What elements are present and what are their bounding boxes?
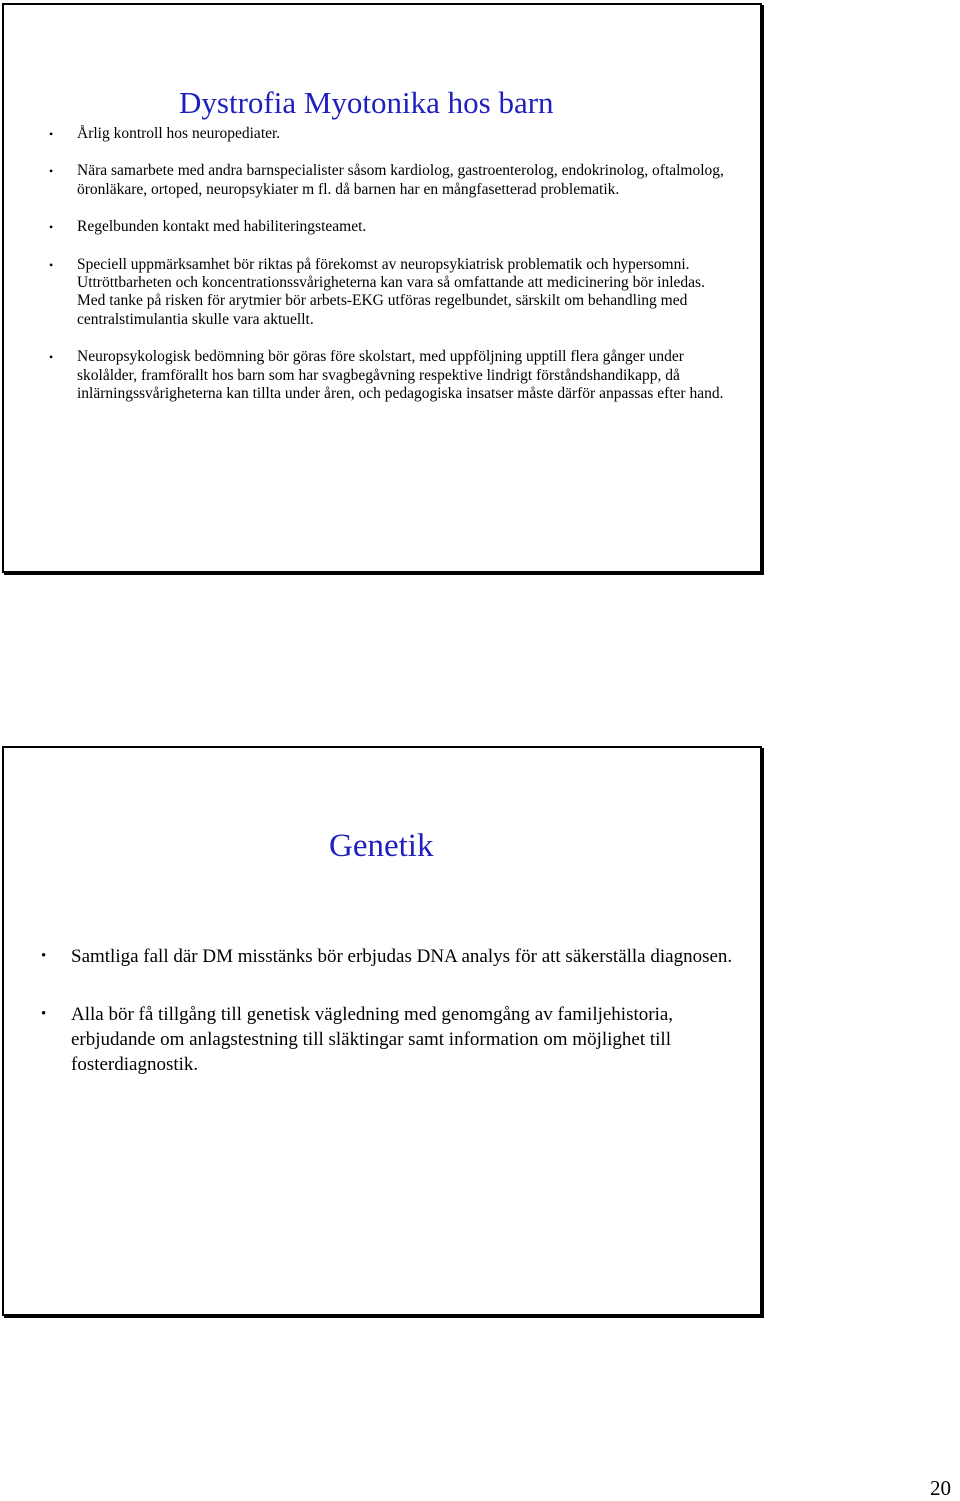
bullet-icon: • [49,257,54,272]
bullet-icon: • [41,1006,47,1022]
bullet-icon: • [49,127,54,141]
bullet-text: Speciell uppmärksamhet bör riktas på förekomst av neuropsykiatrisk problematik och hypersomni. Uttröttbarheten och koncentrationssvårigheterna kan vara så omfattande att medicinering bör inledas. Med tanke på risken för arytmier bör arbets-EKG utföras regelbundet, särskilt om behandling med centralstimulantia skulle vara aktuellt. [77,255,705,328]
bullet-icon: • [49,164,54,179]
bullet-item [49,348,737,403]
bullet-icon: • [41,948,47,964]
bullet-item [49,162,737,199]
bullet-text: Årlig kontroll hos neuropediater. [77,125,281,142]
bullet-icon: • [49,350,54,365]
bullet-text: Samtliga fall där DM misstänks bör erbjudas DNA analys för att säkerställa diagnosen. [71,946,733,967]
bullet-list [49,125,737,422]
bullet-item [49,255,737,330]
page-number: 20 [930,1476,951,1500]
bullet-text: Alla bör få tillgång till genetisk vägledning med genomgång av familjehistoria, erbjudande om anlagstestning till släktingar samt information om möjlighet till fosterdiagnostik. [71,1004,674,1075]
bullet-text: Nära samarbete med andra barnspecialister såsom kardiolog, gastroenterolog, endokrinolog, oftalmolog, öronläkare, ortoped, neuropsykiater m fl. då barnen har en mångfasetterad problematik. [77,162,724,198]
bullet-text: Neuropsykologisk bedömning bör göras före skolstart, med uppföljning upptill flera gånger under skolålder, framförallt hos barn som har svagbegåvning respektive lindrigt förståndshandikapp, då inlärningssvårigheterna kan tillta under åren, och pedagogiska insatser måste därför anpassas efter hand. [77,348,724,403]
slide-dystrofia-myotonika [2,3,762,573]
bullet-text: Regelbunden kontakt med habiliteringsteamet. [77,218,367,236]
bullet-item [41,1002,741,1077]
bullet-item [41,944,741,969]
slide-title: Genetik [329,828,434,864]
slide-genetik [2,746,762,1316]
bullet-item [49,125,737,143]
bullet-icon: • [49,220,54,235]
bullet-list [41,944,741,1110]
slide-title: Dystrofia Myotonika hos barn [179,85,554,120]
bullet-item [49,218,737,236]
